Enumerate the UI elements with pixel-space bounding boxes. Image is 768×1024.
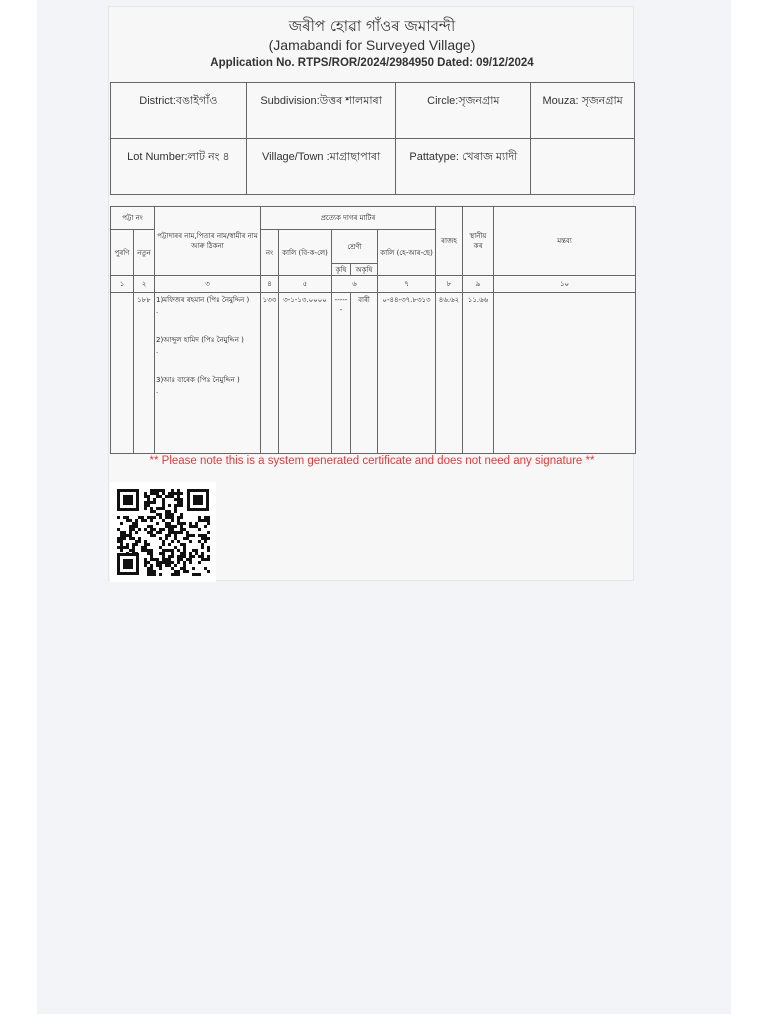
qr-code-graphic [110,482,216,582]
header-owner: পট্টাদাৰৰ নাম,পিতাৰ নাম/স্বামীৰ নাম আৰু ঠিকনা [155,207,261,276]
owner-name: 2)আব্দুল হামিদ (পিঃ নৈমুদ্দিন ) [156,335,244,344]
owner-entry [156,375,259,397]
circle-cell: Circle:সৃজনগ্ৰাম [396,83,531,139]
remarks-cell [494,292,636,453]
local-tax-cell: ১১.৬৬ [463,292,494,453]
header-dag-no: নং [261,230,279,276]
village-town-cell: Village/Town :মাগ্ৰাছাপাৰা [246,139,396,195]
system-generated-note: ** Please note this is a system generated certificate and does not need any signature ** [149,455,595,467]
owners-cell [155,292,261,453]
owner-name: 1)মফিজৰ ৰহমান (পিঃ নৈমুদ্দিন ) [156,295,250,304]
agri-value: ----- [334,295,348,304]
header-agri: কৃষি [332,264,351,276]
col-number: ৫ [279,276,332,292]
owner-dot: . [156,306,159,315]
table-row [111,292,636,453]
owner-dot: . [156,386,159,395]
col-number: ২ [134,276,155,292]
col-number: ৭ [378,276,436,292]
empty-cell [531,139,635,195]
application-number: Application No. RTPS/ROR/2024/2984950 Dated: 09/12/2024 [210,57,534,69]
agri-dot: - [339,305,343,314]
title-english: (Jamabandi for Surveyed Village) [268,37,476,53]
district-cell: District:বঙাইগাঁও [111,83,247,139]
col-number: ১০ [494,276,636,292]
owner-dot: . [156,346,159,355]
subdivision-cell: Subdivision:উত্তৰ শালমাৰা [246,83,396,139]
col-number: ৩ [155,276,261,292]
col-number: ১ [111,276,134,292]
owner-entry [156,295,259,317]
new-patta-cell: ১৮৮ [134,292,155,453]
col-number: ৯ [463,276,494,292]
header-area-ha: কালি (হে-আৰ-ছে) [378,230,436,276]
qr-code-icon [110,482,216,582]
area-ha-cell: ০-৪৪-৩৭.৮৩১৩ [378,292,436,453]
col-number: ৪ [261,276,279,292]
header-revenue: ৰাজহ [436,207,463,276]
mouza-cell: Mouza: সৃজনগ্ৰাম [531,83,635,139]
header-area-bkl: কালি (বি-ক-লে) [279,230,332,276]
dag-no-cell: ১৩৩ [261,292,279,453]
nonagri-cell: বাৰী [351,292,378,453]
header-each-dag: প্ৰত্যেক দাগৰ মাটিৰ [261,207,436,230]
owner-name: 3)আঃ বাৰেক (পিঃ নৈমুদ্দিন ) [156,375,240,384]
area-bkl-cell: ৩-১-১৩.০০০০ [279,292,332,453]
col-number: ৮ [436,276,463,292]
agri-cell [332,292,351,453]
header-old: পুৰণি [111,230,134,276]
location-info-table [110,82,635,195]
header-nonagri: অকৃষি [351,264,378,276]
revenue-cell: ৪৬.৬২ [436,292,463,453]
old-patta-cell [111,292,134,453]
pattatype-cell: Pattatype: খেৰাজ ম্যাদী [396,139,531,195]
owner-entry [156,335,259,357]
header-new: নতুন [134,230,155,276]
land-record-table [110,206,636,454]
header-local-tax: স্থানীয় কৰ [463,207,494,276]
header-class: শ্ৰেণী [332,230,378,264]
col-number: ৬ [332,276,378,292]
title-assamese: জৰীপ হোৱা গাঁওৰ জমাবন্দী [288,17,456,35]
header-remarks: মন্তব্য [494,207,636,276]
header-patta-no: পট্টা নং [111,207,155,230]
jamabandi-document [108,6,634,581]
lot-number-cell: Lot Number:লাট নং ৪ [111,139,247,195]
